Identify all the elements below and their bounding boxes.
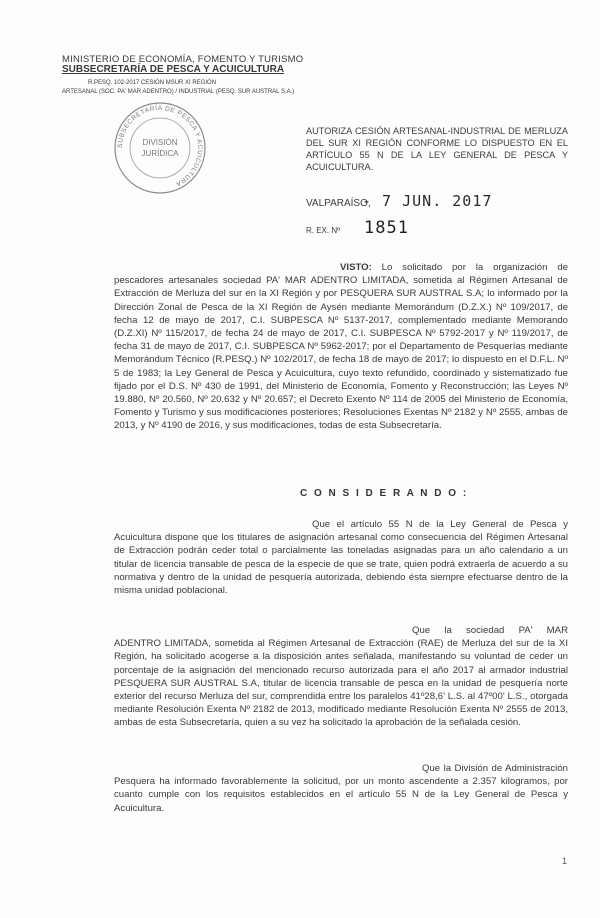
considerando-paragraph-2: Que la sociedad PA' MAR ADENTRO LIMITADA, sometida al Régimen Artesanal de Extracción (RAE) de Merluza del sur de la XI Región, ha solicitado acogerse a la disposición antes señalada, manifestando su voluntad de ceder un porcentaje de la asignación del mencionado recurso autorizada para el año 2017 al armador industrial PESQUERA SUR AUSTRAL S.A, titular de licencia transable de pesca en la unidad de pesquería norte exterior del recurso Merluza del sur, comprendida entre los paralelos 41º28,6' L.S. al 47º00' L.S., otorgada mediante Resolución Exenta Nº 2182 de 2013, modificado mediante Resolución Exenta Nº 2555 de 2013, ambas de esta Subsecretaría, quien a su vez ha solicitado la aprobación de la señalada cesión. (114, 625, 568, 729)
resolution-subject: AUTORIZA CESIÓN ARTESANAL-INDUSTRIAL DE MERLUZA DEL SUR XI REGIÓN CONFORME LO DISPUESTO EN EL ARTÍCULO 55 N DE LA LEY GENERAL DE PESCA Y ACUICULTURA. (306, 126, 568, 172)
reference-line: R.PESQ. 102-2017 CESIÓN MSUR XI REGIÓN (88, 80, 217, 86)
visto-text: Lo solicitado por la organización de pescadores artesanales sociedad PA' MAR ADENTRO LIMITADA, sometida al Régimen Artesanal de Extracción de Merluza del sur en la XI Región y por PESQUERA SUR AUSTRAL S.A; lo informado por la Dirección Zonal de Pesca de la XI Región de Aysén mediante Memorándum (D.Z.X.) Nº 109/2017, de fecha 12 de mayo de 2017, C.I. SUBPESCA Nº 5137-2017, complementado mediante Memorando (D.Z.XI) Nº 115/2017, de fecha 24 de mayo de 2017, C.I. SUBPESCA Nº 5792-2017 y Nº 119/2017, de fecha 31 de mayo de 2017, C.I. SUBPESCA Nº 5962-2017; por el Departamento de Pesquerías mediante Memorándum Técnico (R.PESQ.) Nº 102/2017, de fecha 18 de mayo de 2017; lo dispuesto en el D.F.L. Nº 5 de 1983; la Ley General de Pesca y Acuicultura, cuyo texto refundido, coordinado y sistematizado fue fijado por el D.S. Nº 430 de 1991, del Ministerio de Economía, Fomento y Reconstrucción; las Leyes Nº 19.880, Nº 20.560, Nº 20.632 y Nº 20.657; el Decreto Exento Nº 114 de 2005 del Ministerio de Economía, Fomento y Turismo y sus modificaciones posteriores; Resoluciones Exentas Nº 2182 y Nº 2555, ambas de 2013, y Nº 4190 de 2016, y sus modificaciones, todas de esta Subsecretaría. (114, 262, 568, 432)
division-juridica-stamp (112, 100, 208, 196)
considerando-paragraph-3: Que la División de Administración Pesquera ha informado favorablemente la solicitud, por un monto ascendente a 2.357 kilogramos, por cuanto cumple con los requisitos establecidos en el artículo 55 N de la Ley General de Pesca y Acuicultura. (114, 763, 568, 814)
parties-line: ARTESANAL (SOC. PA' MAR ADENTRO) / INDUSTRIAL (PESQ. SUR AUSTRAL S.A.) (62, 89, 295, 95)
considerando-paragraph-1: Que el artículo 55 N de la Ley General de Pesca y Acuicultura dispone que los titulares de asignación artesanal como consecuencia del Régimen Artesanal de Extracción podrán ceder total o parcialmente las toneladas asignadas para un año calendario a un titular de licencia transable de pesca de la especie de que se trate, quien podrá extraerla de acuerdo a su normativa y dentro de la unidad de pesquería autorizada, debiendo ésta siempre efectuarse dentro de la misma unidad poblacional. (114, 519, 568, 597)
visto-paragraph (114, 261, 568, 433)
considerando-heading: C O N S I D E R A N D O : (300, 488, 469, 499)
place-label: VALPARAÍSO, (306, 198, 371, 209)
ministry-header: MINISTERIO DE ECONOMÍA, FOMENTO Y TURISMO (62, 54, 304, 65)
visto-label: VISTO: (340, 262, 372, 273)
resolution-label: R. EX. Nº (306, 226, 341, 235)
stamp-ring-text: SUBSECRETARÍA DE PESCA Y ACUICULTURA (116, 104, 204, 188)
resolution-number: 1851 (364, 218, 409, 238)
subsecretaria-header: SUBSECRETARÍA DE PESCA Y ACUICULTURA (62, 64, 285, 75)
date-stamp: - 7 JUN. 2017 (362, 192, 493, 210)
page-number: 1 (562, 856, 568, 866)
stamp-center-line2: JURÍDICA (141, 149, 179, 158)
stamp-center-line1: DIVISIÓN (142, 138, 178, 147)
